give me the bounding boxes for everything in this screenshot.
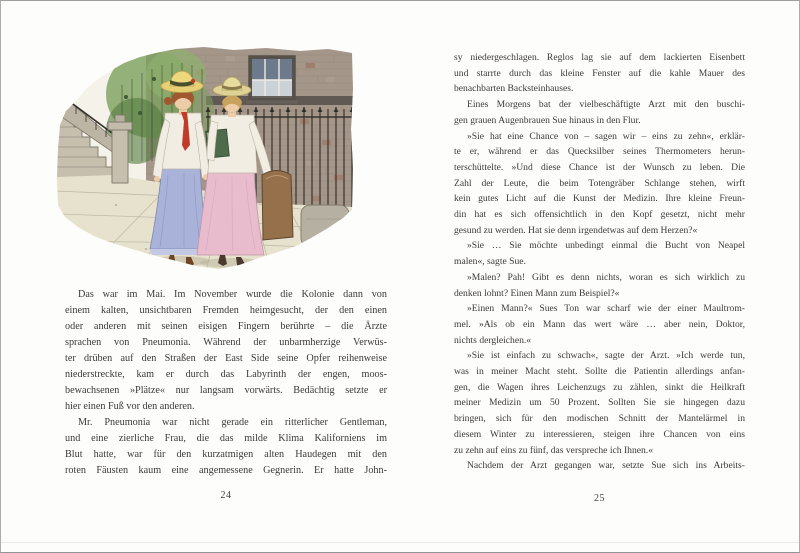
portfolio: [262, 171, 293, 241]
text-line: Blut hatte, war für den kurzatmigen alten Haudegen mit den: [65, 449, 387, 460]
text-line: einem kalten, unsichtbaren Fremden heimgesucht, der den einen: [65, 305, 387, 316]
text-line: kein gutes Licht auf die Kunst der Medizin. Ihre kleine Freun-: [454, 193, 745, 205]
text-line: din hat es sich offensichtlich in den Kopf gesetzt, nicht mehr: [454, 209, 745, 221]
text-line: Nachdem der Arzt gegangen war, setzte Sue sich ins Arbeits-: [467, 460, 745, 472]
right-page-text: [454, 50, 745, 474]
text-line: gesund zu werden. Hat sie denn irgendetwas auf dem Herzen?«: [454, 224, 698, 236]
text-line: »Sie … Sie möchte unbedingt einmal die Bucht von Neapel: [467, 240, 745, 252]
text-line: denken lohnt? Einen Mann zum Beispiel?«: [454, 287, 620, 299]
text-line: und eine zierliche Frau, die das milde Klima Kaliforniens im: [65, 433, 387, 444]
illustration-svg: [56, 9, 353, 271]
newel-post: [108, 115, 132, 183]
text-line: ter drüben auf den Straßen der East Side seine Opfer reihenweise: [65, 353, 387, 364]
stone-block: [301, 205, 349, 247]
left-page-text: [65, 287, 387, 479]
text-line: roten Fäusten kaum eine angemessene Gegnerin. Er hatte John-: [65, 465, 387, 476]
text-line: mel. »Als ob ein Mann das wert wäre … aber nein, Doktor,: [454, 318, 745, 330]
page-bottom-rule: [1, 542, 799, 543]
shadow-left: [150, 256, 210, 266]
page-number-right: 25: [594, 493, 605, 504]
page-number-left: 24: [220, 490, 232, 501]
text-line: oder anderen mit seinen eisigen Fingern berührte – die Ärzte: [65, 321, 387, 332]
text-line: meiner Medizin um 50 Prozent. Sollten Sie sie hingegen dazu: [454, 397, 745, 409]
text-line: und starrte durch das kleine Fenster auf die kahle Mauer des: [454, 67, 745, 79]
text-line: sprachen von Pneumonia. Während der unbarmherzige Verwüs-: [65, 337, 387, 348]
text-line: diesem Winter zu interessieren, steigen ihre Chancen von eins: [454, 428, 745, 440]
text-line: bringen, sich für den modischen Schnitt der Mantelärmel in: [454, 413, 745, 425]
text-line: »Sie ist einfach zu schwach«, sagte der Arzt. »Ich werde tun,: [467, 350, 745, 362]
text-line: Eines Morgens bat der vielbeschäftigte Arzt mit den buschi-: [467, 99, 745, 111]
text-line: »Einen Mann?« Sues Ton war scharf wie der einer Maultrom-: [467, 303, 745, 315]
text-line: zu zehn auf eins zu fünf, das verspreche ich Ihnen.«: [454, 444, 653, 456]
page-left: [1, 1, 401, 552]
text-line: benachbarten Backsteinhauses.: [454, 83, 574, 95]
text-line: nichts dergleichen.«: [454, 334, 532, 346]
text-line: Das war im Mai. Im November wurde die Kolonie dann von: [78, 289, 387, 300]
text-line: was in meiner Macht steht. Sollte die Patientin allerdings anfan-: [454, 366, 745, 378]
text-line: »Sie hat eine Chance von – sagen wir – eins zu zehn«, erklär-: [467, 130, 745, 142]
text-line: hier einen Fuß vor den anderen.: [65, 401, 195, 412]
shadow-right: [200, 258, 264, 268]
text-line: terschüttelte. »Und diese Chance ist der Wunsch zu leben. Die: [454, 161, 745, 173]
page-right: [401, 1, 800, 552]
text-line: sy niedergeschlagen. Reglos lag sie auf dem lackierten Eisenbett: [454, 52, 745, 63]
text-line: Zahl der Leute, die beim Totengräber Schlange stehen, wirft: [454, 177, 745, 189]
text-line: bewachsenen »Plätze« nur langsam vorwärts. Bedächtig setzte er: [65, 385, 387, 396]
text-line: te er, während er das Quecksilber seines Thermometers herun-: [454, 146, 745, 158]
text-line: Mr. Pneumonia war nicht gerade ein ritterlicher Gentleman,: [78, 417, 387, 428]
text-line: »Malen? Pah! Gibt es denn nichts, woran es sich wirklich zu: [467, 271, 745, 283]
text-line: gen grauen Augenbrauen Sue hinaus in den Flur.: [454, 114, 641, 126]
text-line: niederstreckte, kam er durch das Labyrinth der engen, moos-: [65, 369, 387, 380]
illustration: [56, 9, 353, 271]
text-line: gen, die Wagen ihres Leichenzugs zu zählen, sinkt die Heilkraft: [454, 381, 745, 393]
text-line: malen«, sagte Sue.: [454, 256, 526, 268]
